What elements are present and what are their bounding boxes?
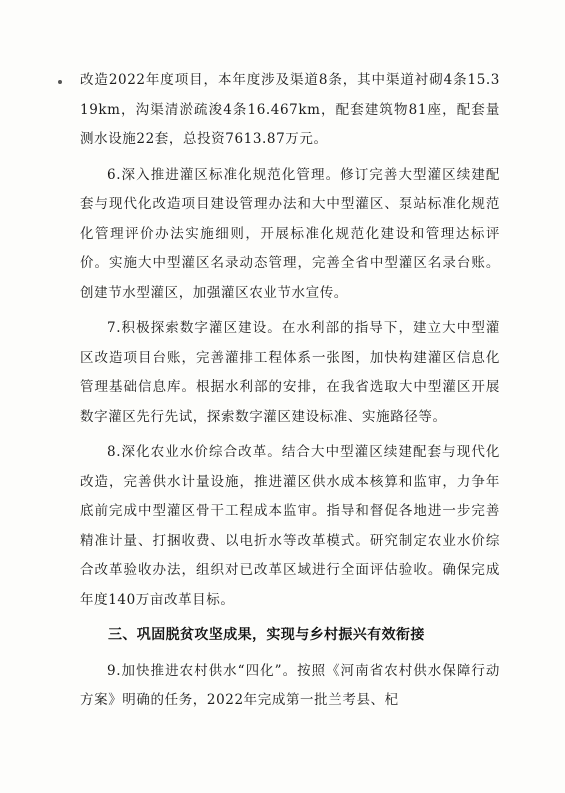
paragraph-8-water-price-reform: 8.深化农业水价综合改革。结合大中型灌区续建配套与现代化改造，完善供水计量设施，推进灌区供水成本核算和监审，力争年底前完成中型灌区骨干工程成本监审。指导和督促各地进一步完善精准计量、打捆收费、以电折水等改革模式。研究制定农业水价综合改革验收办法，组织对已改革区域进行全面评估验收。确保完成年度140万亩改革目标。 [80,444,500,608]
paragraph-continued: 改造2022年度项目，本年度涉及渠道8条，其中渠道衬砌4条15.319km，沟渠清淤疏浚4条16.467km，配套建筑物81座，配套量测水设施22套，总投资7613.87万元。 [80,72,500,147]
document-body [80,66,500,722]
paragraph-6-irrigation-standardization: 6.深入推进灌区标准化规范化管理。修订完善大型灌区续建配套与现代化改造项目建设管理办法和大中型灌区、泵站标准化规范化管理评价办法实施细则，开展标准化规范化建设和管理达标评价。实施大中型灌区名录动态管理，完善全省中型灌区名录台账。创建节水型灌区，加强灌区农业节水宣传。 [80,166,500,301]
paragraph-7-digital-irrigation: 7.积极探索数字灌区建设。在水利部的指导下，建立大中型灌区改造项目台账，完善灌排工程体系一张图，加快构建灌区信息化管理基础信息库。根据水利部的安排，在我省选取大中型灌区开展数字灌区先行先试，探索数字灌区建设标准、实施路径等。 [80,320,500,425]
section-heading-3: 三、巩固脱贫攻坚成果，实现与乡村振兴有效衔接 [108,627,425,643]
margin-mark [58,80,62,84]
paragraph-9-rural-water-supply: 9.加快推进农村供水“四化”。按照《河南省农村供水保障行动方案》明确的任务，2022年完成第一批兰考县、杞 [80,662,500,708]
